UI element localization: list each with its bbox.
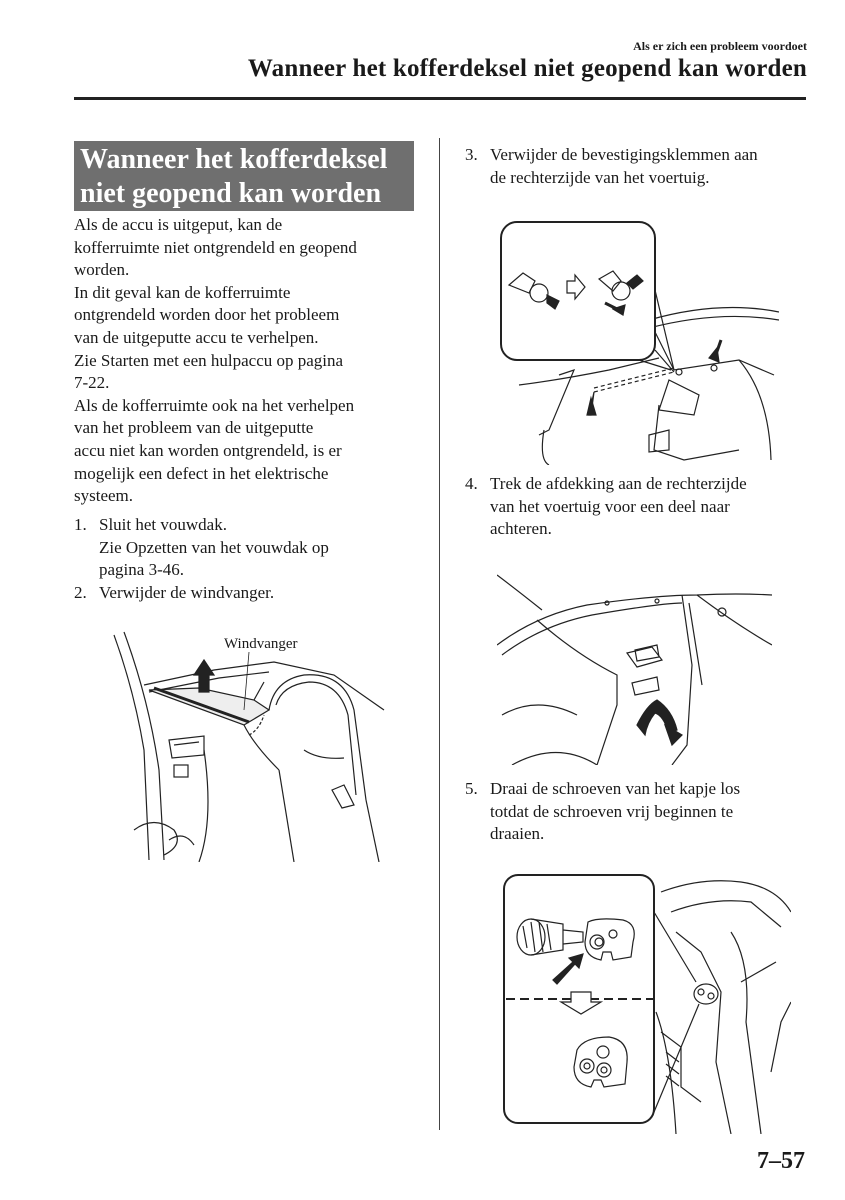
step-text: Sluit het vouwdak.	[99, 515, 227, 534]
intro-line: 7-22.	[74, 373, 110, 393]
screws-illustration	[501, 872, 791, 1134]
step-text: draaien.	[490, 824, 545, 844]
intro-line: van het probleem van de uitgeputte	[74, 418, 314, 438]
intro-line: accu niet kan worden ontgrendeld, is er	[74, 440, 342, 460]
step-number: 2.	[74, 583, 87, 602]
step-text: de rechterzijde van het voertuig.	[490, 167, 710, 187]
step-number: 4.	[465, 474, 478, 493]
step-text: Trek de afdekking aan de rechterzijde	[490, 474, 747, 493]
step-text: Verwijder de bevestigingsklemmen aan	[490, 145, 758, 164]
intro-line: In dit geval kan de kofferruimte	[74, 282, 291, 302]
step-text: van het voertuig voor een deel naar	[490, 496, 730, 516]
intro-line: kofferruimte niet ontgrendeld en geopend	[74, 237, 357, 257]
step-number: 3.	[465, 145, 478, 164]
step-text: Verwijder de windvanger.	[99, 583, 275, 602]
intro-line: worden.	[74, 260, 130, 280]
intro-line: Als de accu is uitgeput, kan de	[74, 215, 283, 234]
intro-line: mogelijk een defect in het elektrische	[74, 463, 329, 483]
clips-illustration	[499, 220, 779, 465]
windvanger-illustration	[104, 630, 386, 862]
step-2	[74, 582, 419, 606]
intro-line: Als de kofferruimte ook na het verhelpen	[74, 395, 355, 415]
step-5	[465, 778, 810, 848]
header-section-label: Als er zich een probleem voordoet	[633, 39, 807, 53]
cover-illustration	[497, 565, 772, 765]
column-divider	[439, 138, 440, 1130]
page-number: 7–57	[757, 1148, 805, 1174]
step-text: Zie Opzetten van het vouwdak op	[99, 537, 329, 557]
step-text: achteren.	[490, 519, 552, 539]
step-text: Draai de schroeven van het kapje los	[490, 779, 741, 798]
intro-line: ontgrendeld worden door het probleem	[74, 305, 340, 325]
step-number: 1.	[74, 515, 87, 534]
section-title-line2: niet geopend kan worden	[80, 178, 382, 209]
windvanger-label: Windvanger	[224, 636, 298, 652]
intro-line: van de uitgeputte accu te verhelpen.	[74, 327, 319, 347]
intro-line: Zie Starten met een hulpaccu op pagina	[74, 350, 344, 370]
step-4	[465, 473, 810, 543]
header-title: Wanneer het kofferdeksel niet geopend kan worden	[247, 55, 807, 82]
intro-paragraph	[74, 214, 419, 508]
step-3	[465, 144, 810, 192]
header-rule	[74, 97, 806, 100]
intro-line: systeem.	[74, 486, 134, 506]
section-title-line1: Wanneer het kofferdeksel	[80, 144, 388, 175]
section-title-box	[74, 141, 414, 211]
step-text: totdat de schroeven vrij beginnen te	[490, 801, 734, 821]
step-number: 5.	[465, 779, 478, 798]
step-text: pagina 3-46.	[99, 560, 184, 580]
step-1	[74, 514, 419, 584]
